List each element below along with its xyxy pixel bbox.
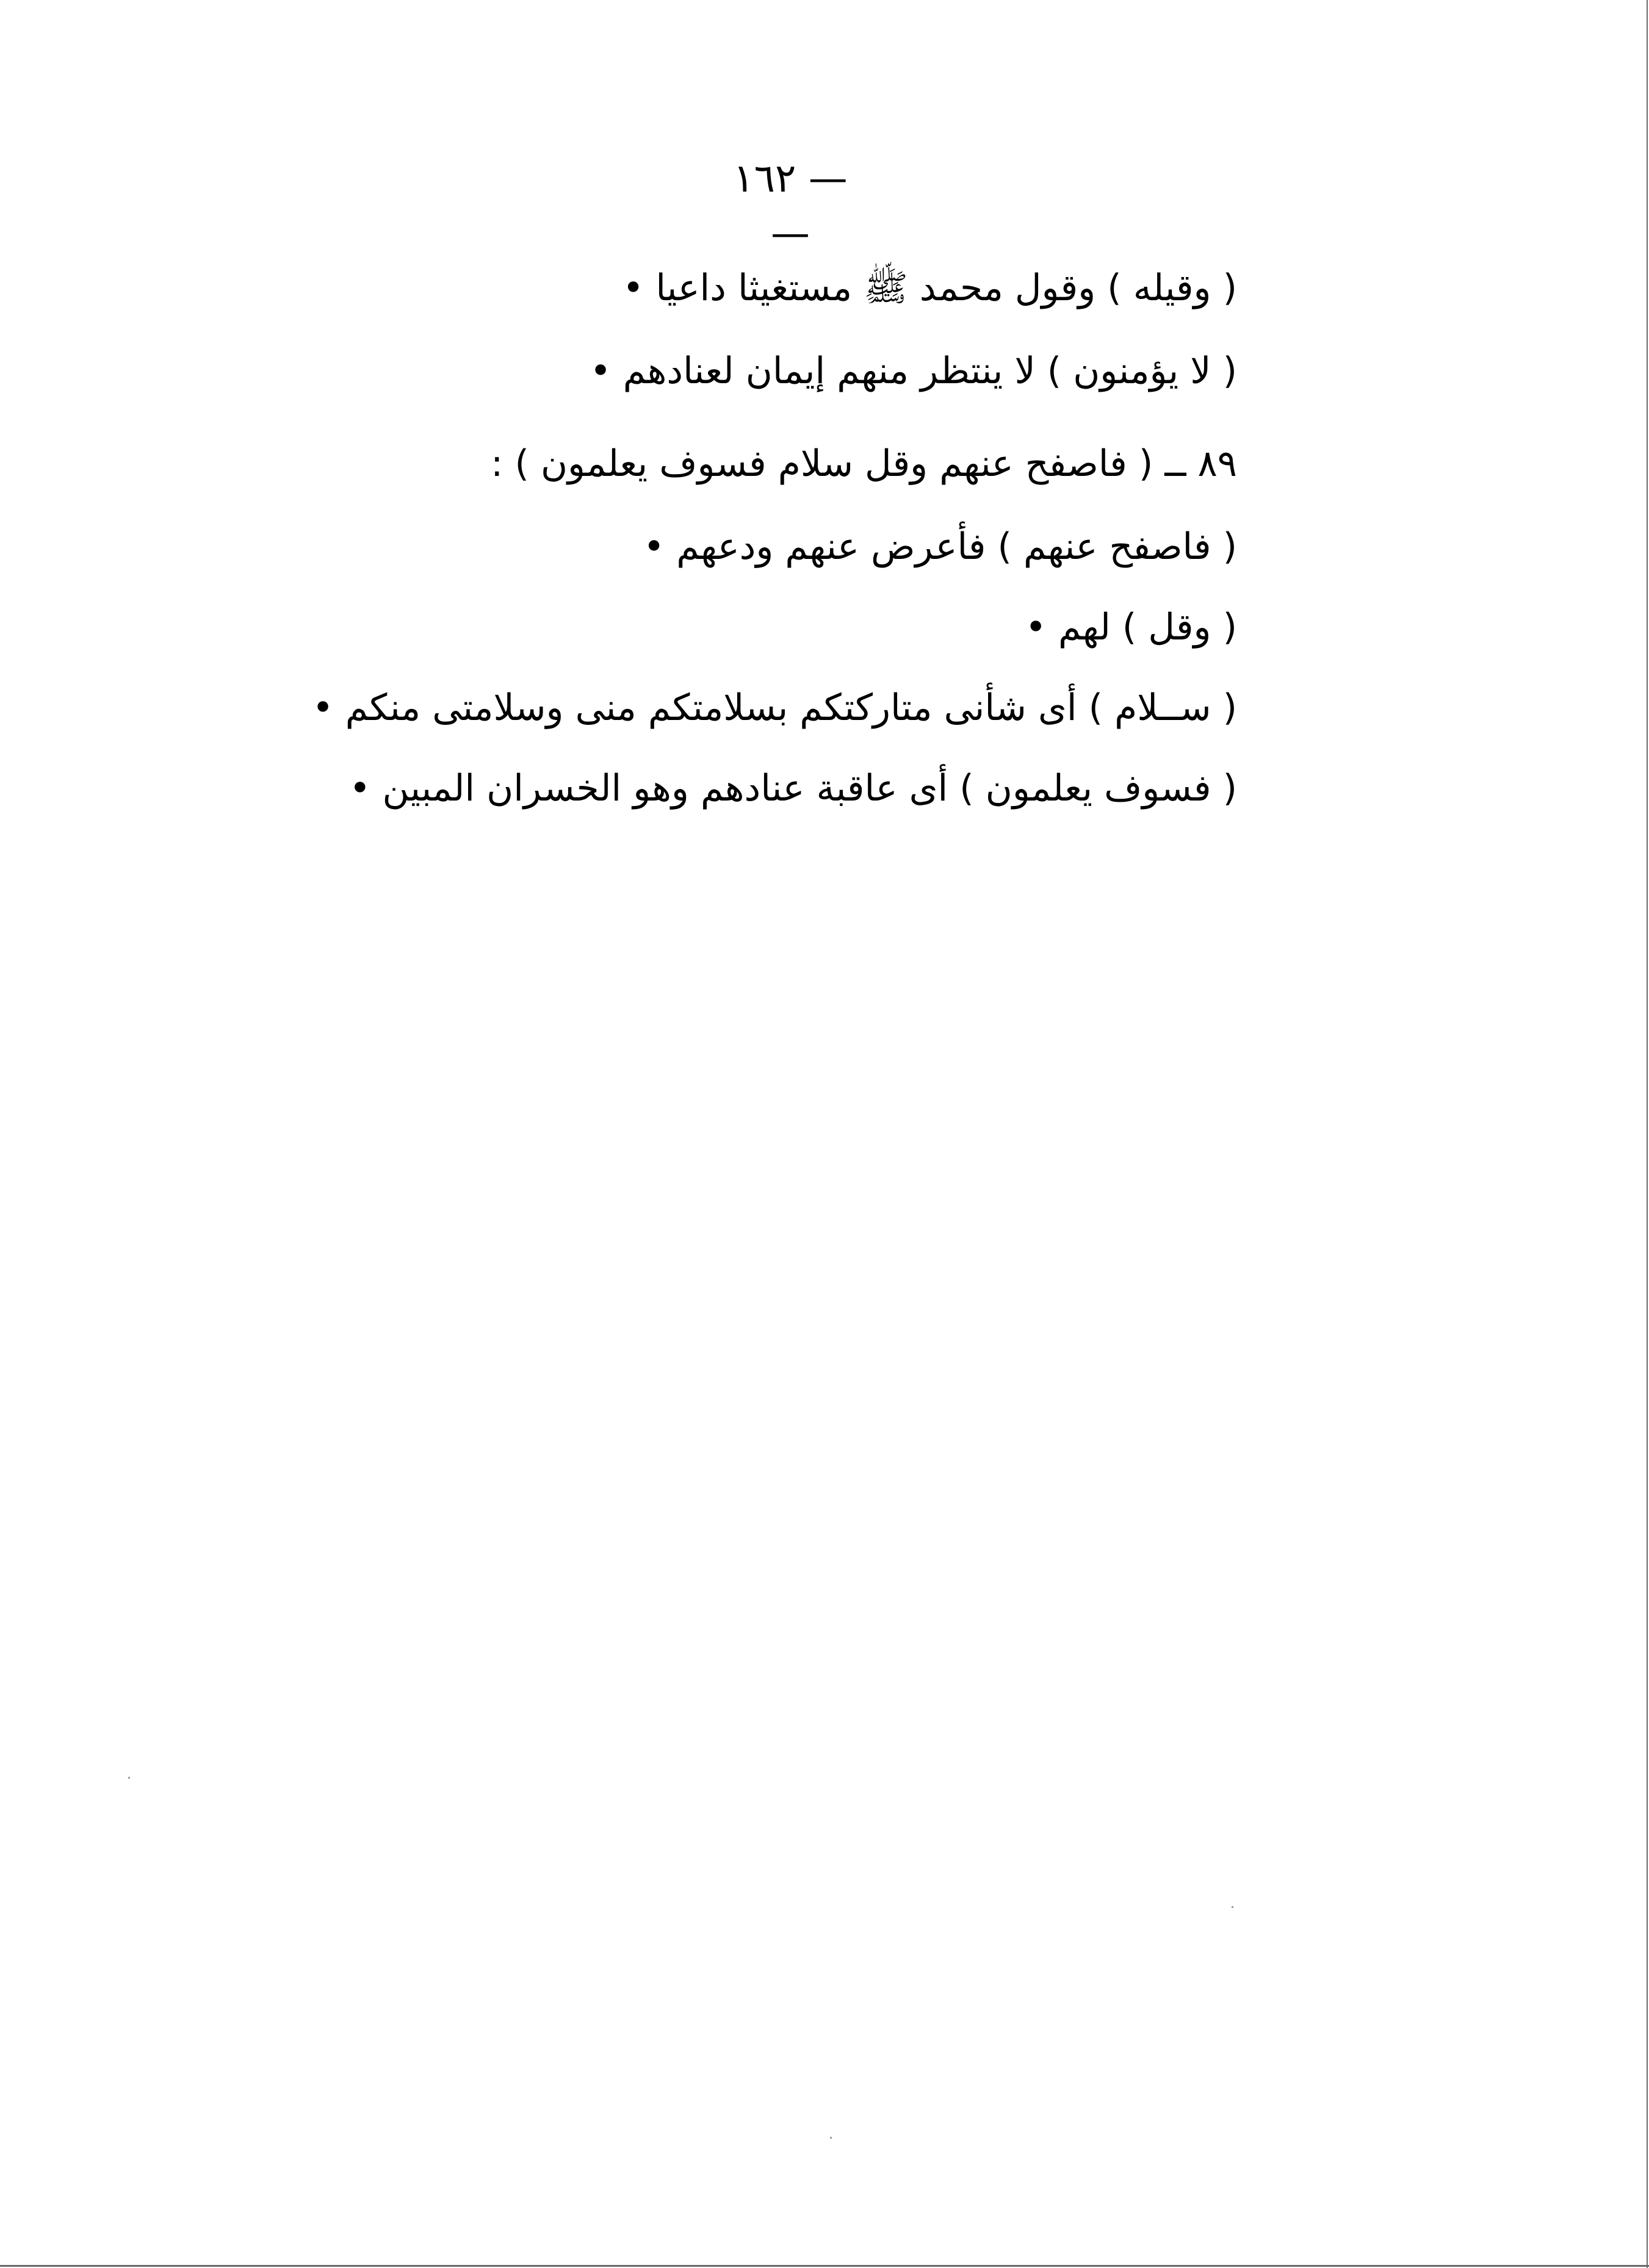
page-edge-bottom — [0, 2265, 1649, 2267]
page-number: — ١٦٢ — — [733, 156, 848, 256]
text-line: ( وقل ) لهم • — [1025, 606, 1237, 649]
text-line: ( فاصفح عنهم ) فأعرض عنهم ودعهم • — [643, 525, 1237, 568]
text-line: ( وقيله ) وقول محمد ﷺ مستغيثا داعيا • — [622, 267, 1237, 309]
text-line: ( لا يؤمنون ) لا ينتظر منهم إيمان لعنادهم • — [590, 350, 1237, 392]
scan-speck — [830, 2137, 832, 2139]
text-line: ( ســلام ) أى شأنى متاركتكم بسلامتكم منى وسلامتى منكم • — [312, 686, 1237, 729]
text-line: ( فسوف يعلمون ) أى عاقبة عنادهم وهو الخسران المبين • — [349, 767, 1237, 810]
scan-speck — [128, 1777, 130, 1779]
verse-heading: ٨٩ ــ ( فاصفح عنهم وقل سلام فسوف يعلمون ) : — [491, 442, 1237, 485]
scan-speck — [1232, 1906, 1233, 1908]
page-edge-right — [1647, 0, 1648, 2268]
